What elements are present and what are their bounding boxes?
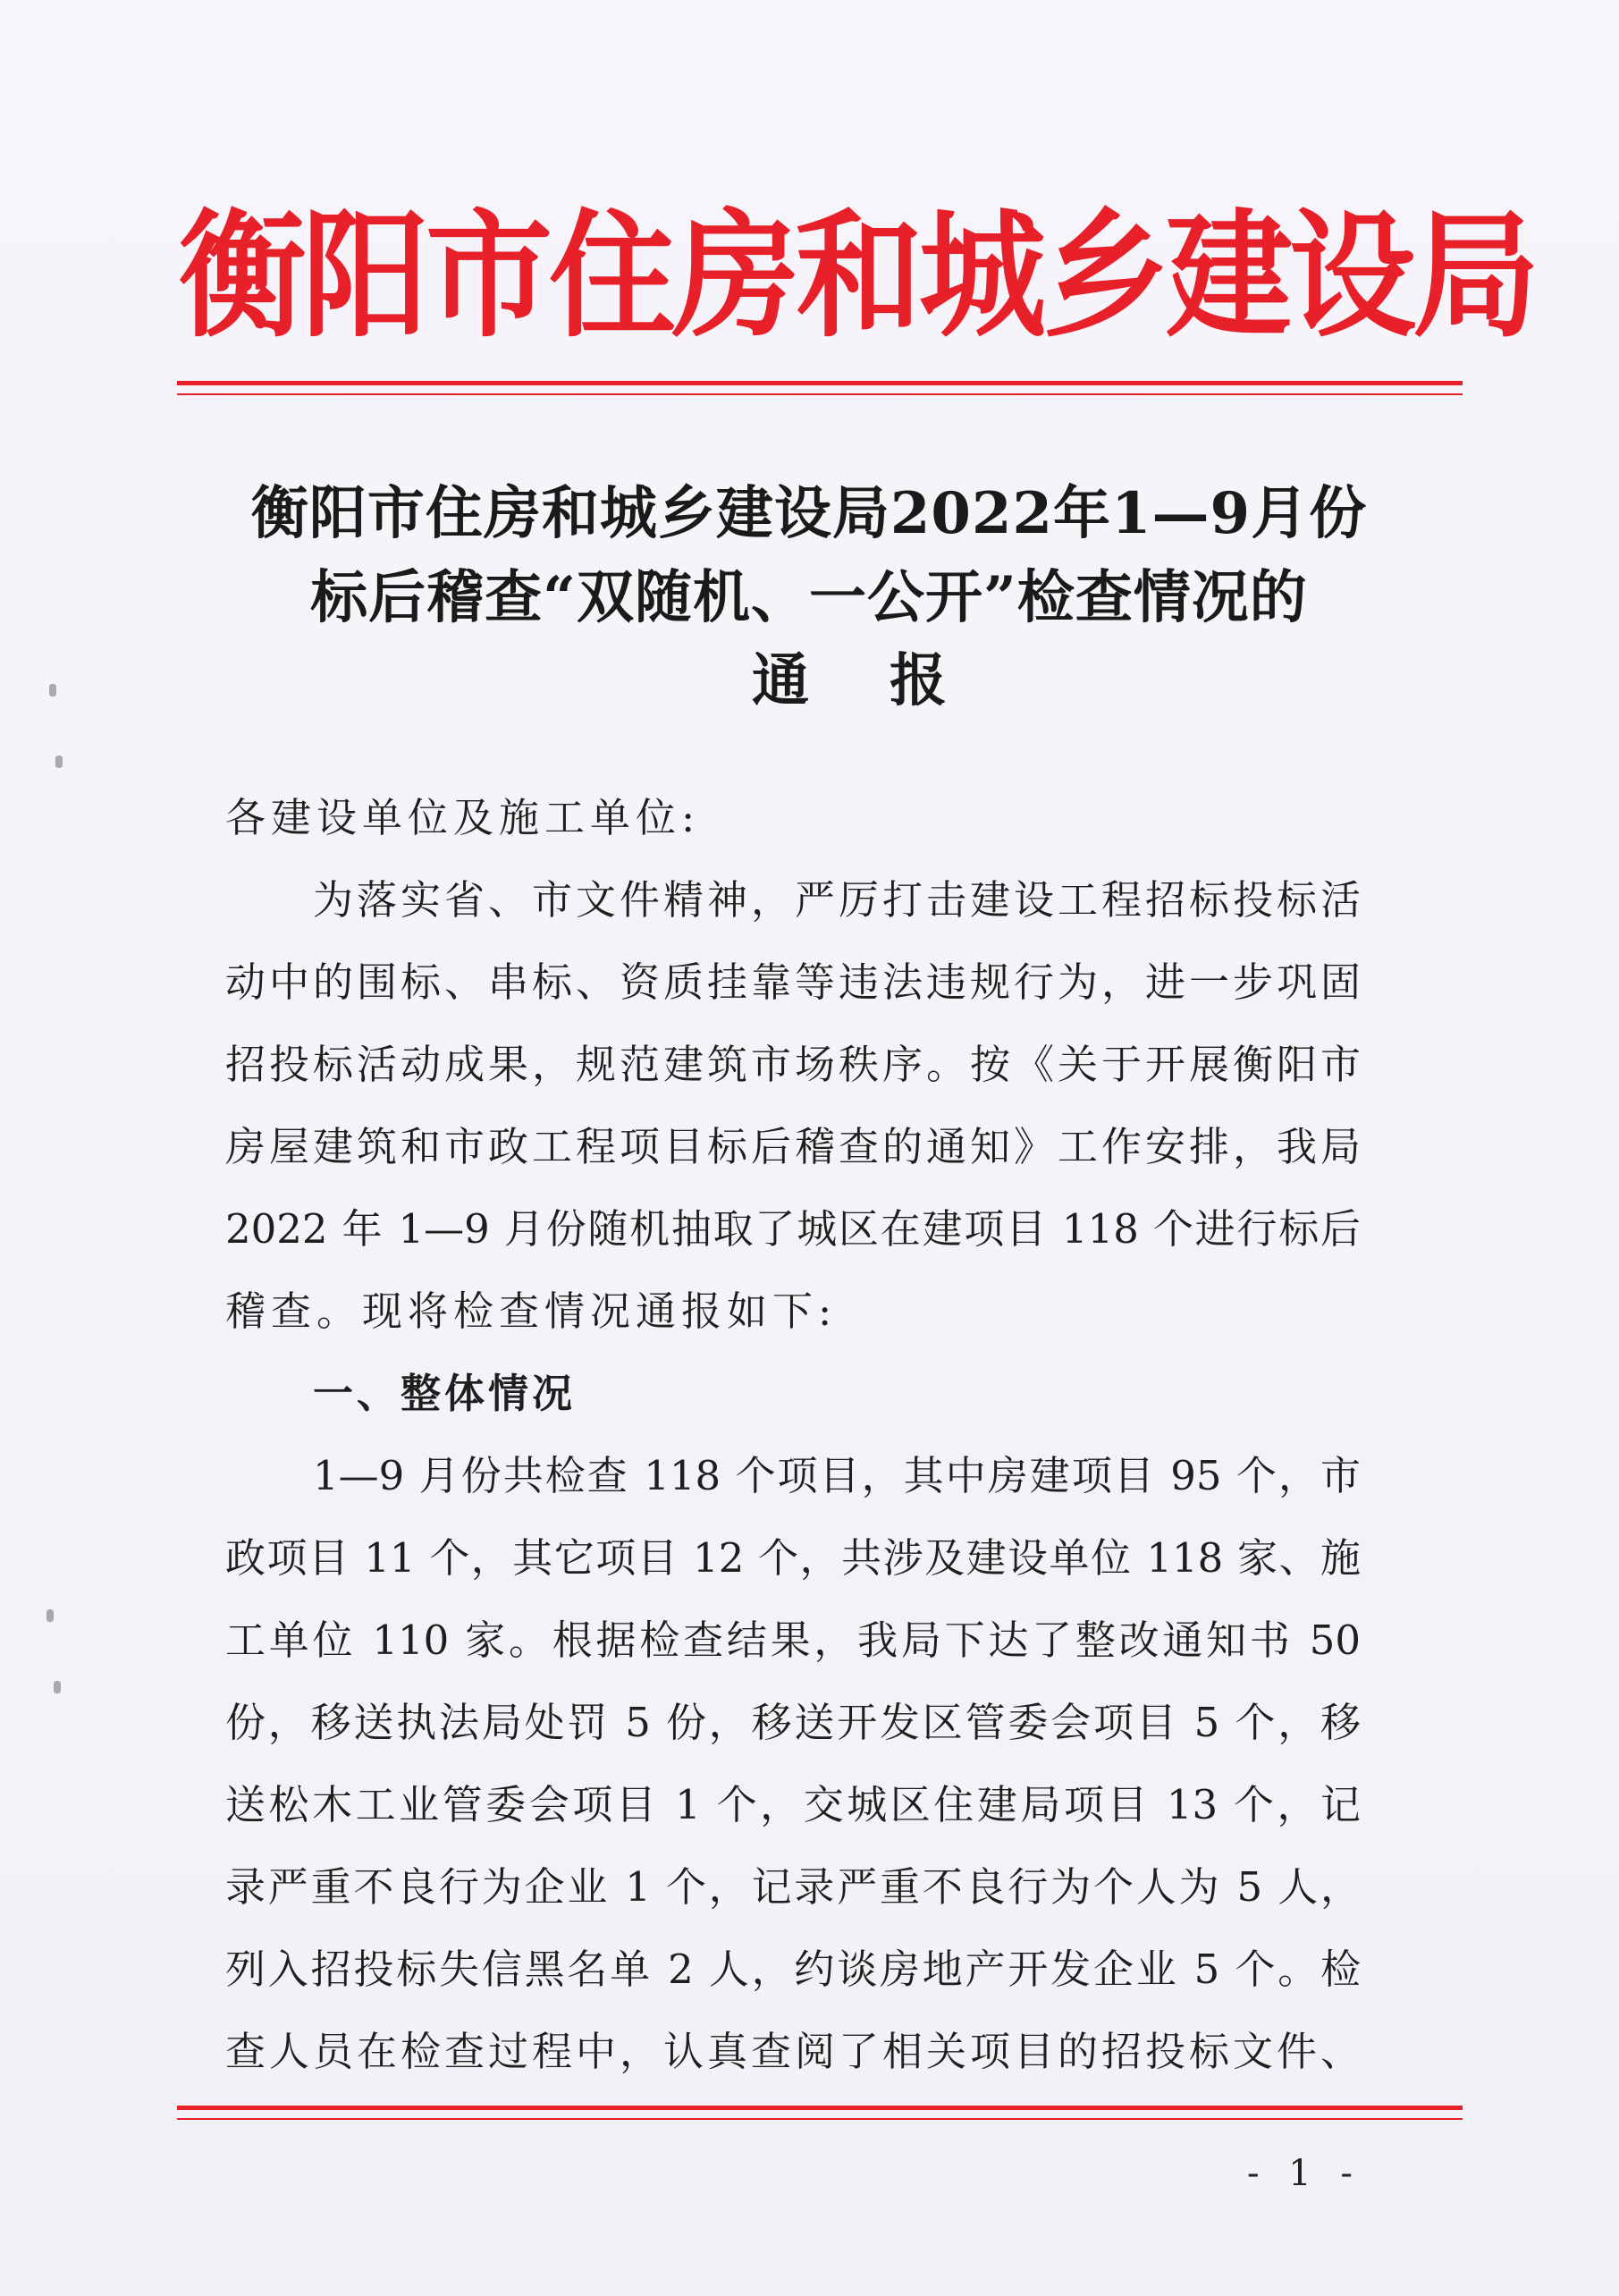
- page-number: - 1 -: [1247, 2153, 1362, 2194]
- document-title-line-1: 衡阳市住房和城乡建设局2022年1—9月份: [250, 480, 1368, 547]
- paragraph-line: 稽查。现将检查情况通报如下:: [225, 1287, 838, 1335]
- paragraph-line: 为落实省、市文件精神，严厉打击建设工程招标投标活: [313, 876, 1361, 924]
- letterhead-rule-thin: [177, 393, 1463, 395]
- paragraph-line: 招投标活动成果，规范建筑市场秩序。按《关于开展衡阳市: [225, 1041, 1361, 1088]
- paragraph-line: 2022 年 1—9 月份随机抽取了城区在建项目 118 个进行标后: [225, 1205, 1361, 1253]
- footer-rule-thick: [177, 2106, 1463, 2110]
- footer-rule-thin: [177, 2118, 1463, 2120]
- paragraph-line: 录严重不良行为企业 1 个，记录严重不良行为个人为 5 人，: [225, 1863, 1361, 1911]
- section-heading: 一、整体情况: [313, 1370, 577, 1417]
- paragraph-line: 查人员在检查过程中，认真查阅了相关项目的招投标文件、: [225, 2028, 1361, 2075]
- document-title-line-2: 标后稽查“双随机、一公开”检查情况的: [310, 564, 1308, 631]
- scan-speck: [49, 684, 56, 696]
- paragraph-line: 房屋建筑和市政工程项目标后稽查的通知》工作安排，我局: [225, 1123, 1361, 1170]
- salutation: 各建设单位及施工单位:: [225, 794, 701, 841]
- document-title-line-3: 通报: [752, 647, 1027, 714]
- scan-speck: [54, 1681, 61, 1693]
- scan-speck: [55, 755, 63, 768]
- paragraph-line: 列入招投标失信黑名单 2 人，约谈房地产开发企业 5 个。检: [225, 1946, 1361, 1993]
- paragraph-line: 送松木工业管委会项目 1 个，交城区住建局项目 13 个，记: [225, 1781, 1361, 1828]
- letterhead-rule-thick: [177, 381, 1463, 385]
- paragraph-line: 工单位 110 家。根据检查结果，我局下达了整改通知书 50: [225, 1616, 1361, 1664]
- paragraph-line: 份，移送执法局处罚 5 份，移送开发区管委会项目 5 个，移: [225, 1699, 1361, 1746]
- paragraph-line: 动中的围标、串标、资质挂靠等违法违规行为，进一步巩固: [225, 958, 1361, 1006]
- scan-speck: [46, 1609, 54, 1622]
- letterhead-org-name: 衡阳市住房和城乡建设局: [179, 197, 1536, 357]
- paragraph-line: 政项目 11 个，其它项目 12 个，共涉及建设单位 118 家、施: [225, 1534, 1361, 1582]
- paragraph-line: 1—9 月份共检查 118 个项目，其中房建项目 95 个，市: [313, 1452, 1361, 1499]
